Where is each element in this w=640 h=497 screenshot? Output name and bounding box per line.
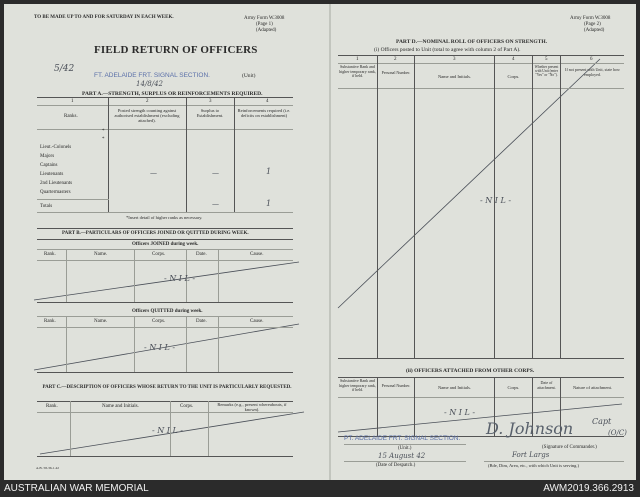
hand-dash-posted: — [150, 169, 157, 177]
nil-attached: - N I L - [444, 408, 476, 417]
d-col-num-2: 2 [394, 57, 397, 62]
form-title: FIELD RETURN OF OFFICERS [94, 44, 258, 56]
form-id-right: Army Form W.3008 [570, 16, 611, 21]
nil-part-d: - N I L - [480, 196, 512, 205]
signature-rank: Capt [592, 417, 612, 426]
rank-totals: Totals [40, 204, 53, 209]
rank-2nd-lieutenants: 2nd Lieutenants [40, 181, 73, 186]
rank-majors: Majors [40, 154, 55, 159]
signature-label: (Signature of Commander.) [542, 445, 597, 450]
unit-label-right: (Unit.) [398, 446, 412, 451]
header-reinforcements: Reinforcements required (i.e. deficits on establishment) [237, 108, 291, 118]
form-sheet: TO BE MADE UP TO AND FOR SATURDAY IN EACH WEEK. Army Form W.3008 (Page 1) (Adapted) FIELD RETURN OF OFFICERS 5/42 FT. ADELAIDE FRT. SIGNAL SECTION. (Unit) 14/8/42 PART A.—STRENGTH, SURPLUS OR REINFORCEMENTS REQUIRED. 1 2 3 4 Ranks. Posted strength counting against authorised establishment (excluding attached). Surplus to Establishment. Reinforcements required (i.e. deficits on establishment) * * Lieut.-Colonels Majors Captains Lieutenants 2nd Lieutenants Quartermasters Totals — — 1 — 1 *Insert detail of higher ranks as necessary. PART B.—PARTICULARS OF OFFICERS JOINED OR QUITTED DURING WEEK. Officers JOINED during week. Rank. Name. Corps. Date. Cause. - N I L - Officers QUITTED during week. Rank. Name. Corps. Date. Cause. - N I L - PART C.—DESCRIPTION OF OFFICERS WHOSE RETURN TO THE UNIT IS PARTICULARLY REQUESTED. Rank. Name and Initials. Corps. Remarks (e.g., present whereabouts, if known). - N I L - A.B. 58-36-1.42 Army Form W.3008 (Page 2) (Adapted) PART D.—NOMINAL ROLL OF OFFICERS ON STRENGTH. (i) Officers posted to Unit (total to agree with column 2 of Part A). 1 2 3 4 5 6 Substantive Rank and higher temporary rank, if held. Personal Number. Name and Initials. Corps. Whether present with Unit (enter "Yes" or "No"). If not present with Unit, state how employed. - N I L - (ii) OFFICERS ATTACHED FROM OTHER CORPS. Substantive Rank and higher temporary rank, if held. Personal Number. Name and Initials. Corps. Date of attachment. Nature of attachment. - N I L - PT. ADELAIDE FRT. SIGNAL SECTION. (Unit.) D. Johnson Capt (O/C) (Signature of Commander.) 15 August 42 (Date of Despatch.) Fort Largs (Bde, Dim, Area, etc., with which Unit is serving.) [4, 4, 636, 480]
d-col-num-4: 4 [512, 57, 515, 62]
d-col-num-6: 6 [590, 57, 593, 62]
att-header-number: Personal Number. [381, 383, 411, 388]
d-header-number: Personal Number. [381, 70, 411, 75]
att-header-corps: Corps. [507, 385, 520, 390]
footer-institution: AUSTRALIAN WAR MEMORIAL [4, 483, 149, 494]
q-header-name: Name. [94, 319, 108, 324]
hand-dash-total: — [212, 200, 219, 208]
form-adapted-right: (Adapted) [584, 28, 605, 33]
signature-cmd: (O/C) [608, 429, 627, 437]
nil-part-c: - N I L - [152, 426, 184, 435]
margin-note: 5/42 [54, 64, 75, 74]
c-header-rank: Rank. [46, 404, 58, 409]
col-num-4: 4 [266, 99, 269, 104]
d-header-present: Whether present with Unit (enter "Yes" or "No"). [534, 65, 559, 78]
unit-label-left: (Unit) [242, 73, 256, 79]
serving-place-label: (Bde, Dim, Area, etc., with which Unit is serving.) [488, 463, 579, 468]
footer-accession-id: AWM2019.366.2913 [543, 483, 634, 494]
d-col-num-1: 1 [356, 57, 359, 62]
header-surplus: Surplus to Establishment. [196, 108, 224, 118]
rank-captains: Captains [40, 163, 58, 168]
b-header-rank: Rank. [44, 252, 56, 257]
joined-title: Officers JOINED during week. [132, 242, 199, 247]
q-header-corps: Corps. [152, 319, 166, 324]
part-a-title: PART A.—STRENGTH, SURPLUS OR REINFORCEMENTS REQUIRED. [82, 91, 263, 97]
d-header-employed: If not present with Unit, state how employed. [565, 67, 620, 77]
print-code: A.B. 58-36-1.42 [36, 466, 59, 470]
part-d-subtitle: (i) Officers posted to Unit (total to agree with column 2 of Part A). [374, 47, 521, 53]
nil-quitted: - N I L - [144, 343, 176, 352]
top-instruction: TO BE MADE UP TO AND FOR SATURDAY IN EACH WEEK. [34, 15, 174, 20]
hand-dash-surplus: — [212, 169, 219, 177]
form-page-right: (Page 2) [584, 22, 601, 27]
header-ranks: Ranks. [64, 114, 78, 119]
att-header-name: Name and Initials. [437, 385, 472, 390]
d-header-name: Name and Initials. [437, 74, 472, 79]
rank-lieut-colonels: Lieut.-Colonels [40, 145, 72, 150]
b-header-name: Name. [94, 252, 108, 257]
form-page-left: (Page 1) [256, 22, 273, 27]
footnote: *Insert detail of higher ranks as necessary. [126, 215, 203, 220]
quitted-title: Officers QUITTED during week. [132, 309, 203, 314]
c-header-name: Name and Initials. [102, 404, 139, 409]
hand-one-reinf: 1 [266, 167, 272, 176]
part-b-title: PART B.—PARTICULARS OF OFFICERS JOINED OR QUITTED DURING WEEK. [62, 231, 249, 236]
rank-quartermasters: Quartermasters [40, 190, 71, 195]
unit-stamp-right: PT. ADELAIDE FRT. SIGNAL SECTION. [344, 435, 461, 442]
d-col-num-5: 5 [545, 57, 548, 62]
commander-signature: D. Johnson [486, 419, 574, 438]
att-header-nature: Nature of attachment. [572, 385, 613, 390]
part-d-title: PART D.—NOMINAL ROLL OF OFFICERS ON STRENGTH. [396, 39, 547, 45]
att-header-rank: Substantive Rank and higher temporary rank, if held. [339, 378, 376, 393]
archive-footer [0, 480, 640, 497]
c-header-remarks: Remarks (e.g., present whereabouts, if known). [217, 402, 287, 412]
header-posted-strength: Posted strength counting against authorised establishment (excluding attached). [114, 108, 180, 123]
week-handwritten: 14/8/42 [136, 80, 163, 88]
form-id-left: Army Form W.3008 [244, 16, 285, 21]
b-header-corps: Corps. [152, 252, 166, 257]
d-header-corps: Corps. [507, 74, 520, 79]
b-header-date: Date. [196, 252, 207, 257]
c-header-corps: Corps. [180, 404, 194, 409]
unit-stamp-left: FT. ADELAIDE FRT. SIGNAL SECTION. [94, 72, 210, 79]
col-num-3: 3 [209, 99, 212, 104]
form-adapted-left: (Adapted) [256, 28, 277, 33]
att-header-date: Date of attachment. [537, 380, 556, 390]
b-header-cause: Cause. [250, 252, 264, 257]
d-col-num-3: 3 [453, 57, 456, 62]
despatch-date-label: (Date of Despatch.) [376, 463, 416, 468]
rank-lieutenants: Lieutenants [40, 172, 64, 177]
q-header-cause: Cause. [250, 319, 264, 324]
q-header-rank: Rank. [44, 319, 56, 324]
nil-joined: - N I L - [164, 274, 196, 283]
q-header-date: Date. [196, 319, 207, 324]
hand-one-total: 1 [266, 199, 272, 208]
part-c-title: PART C.—DESCRIPTION OF OFFICERS WHOSE RETURN TO THE UNIT IS PARTICULARLY REQUESTED. [42, 385, 292, 390]
attached-title: (ii) OFFICERS ATTACHED FROM OTHER CORPS. [406, 368, 535, 374]
col-num-2: 2 [146, 99, 149, 104]
despatch-date: 15 August 42 [378, 452, 426, 460]
serving-place: Fort Largs [512, 451, 550, 459]
col-num-1: 1 [71, 99, 74, 104]
d-header-rank: Substantive Rank and higher temporary rank, if held. [339, 64, 376, 79]
